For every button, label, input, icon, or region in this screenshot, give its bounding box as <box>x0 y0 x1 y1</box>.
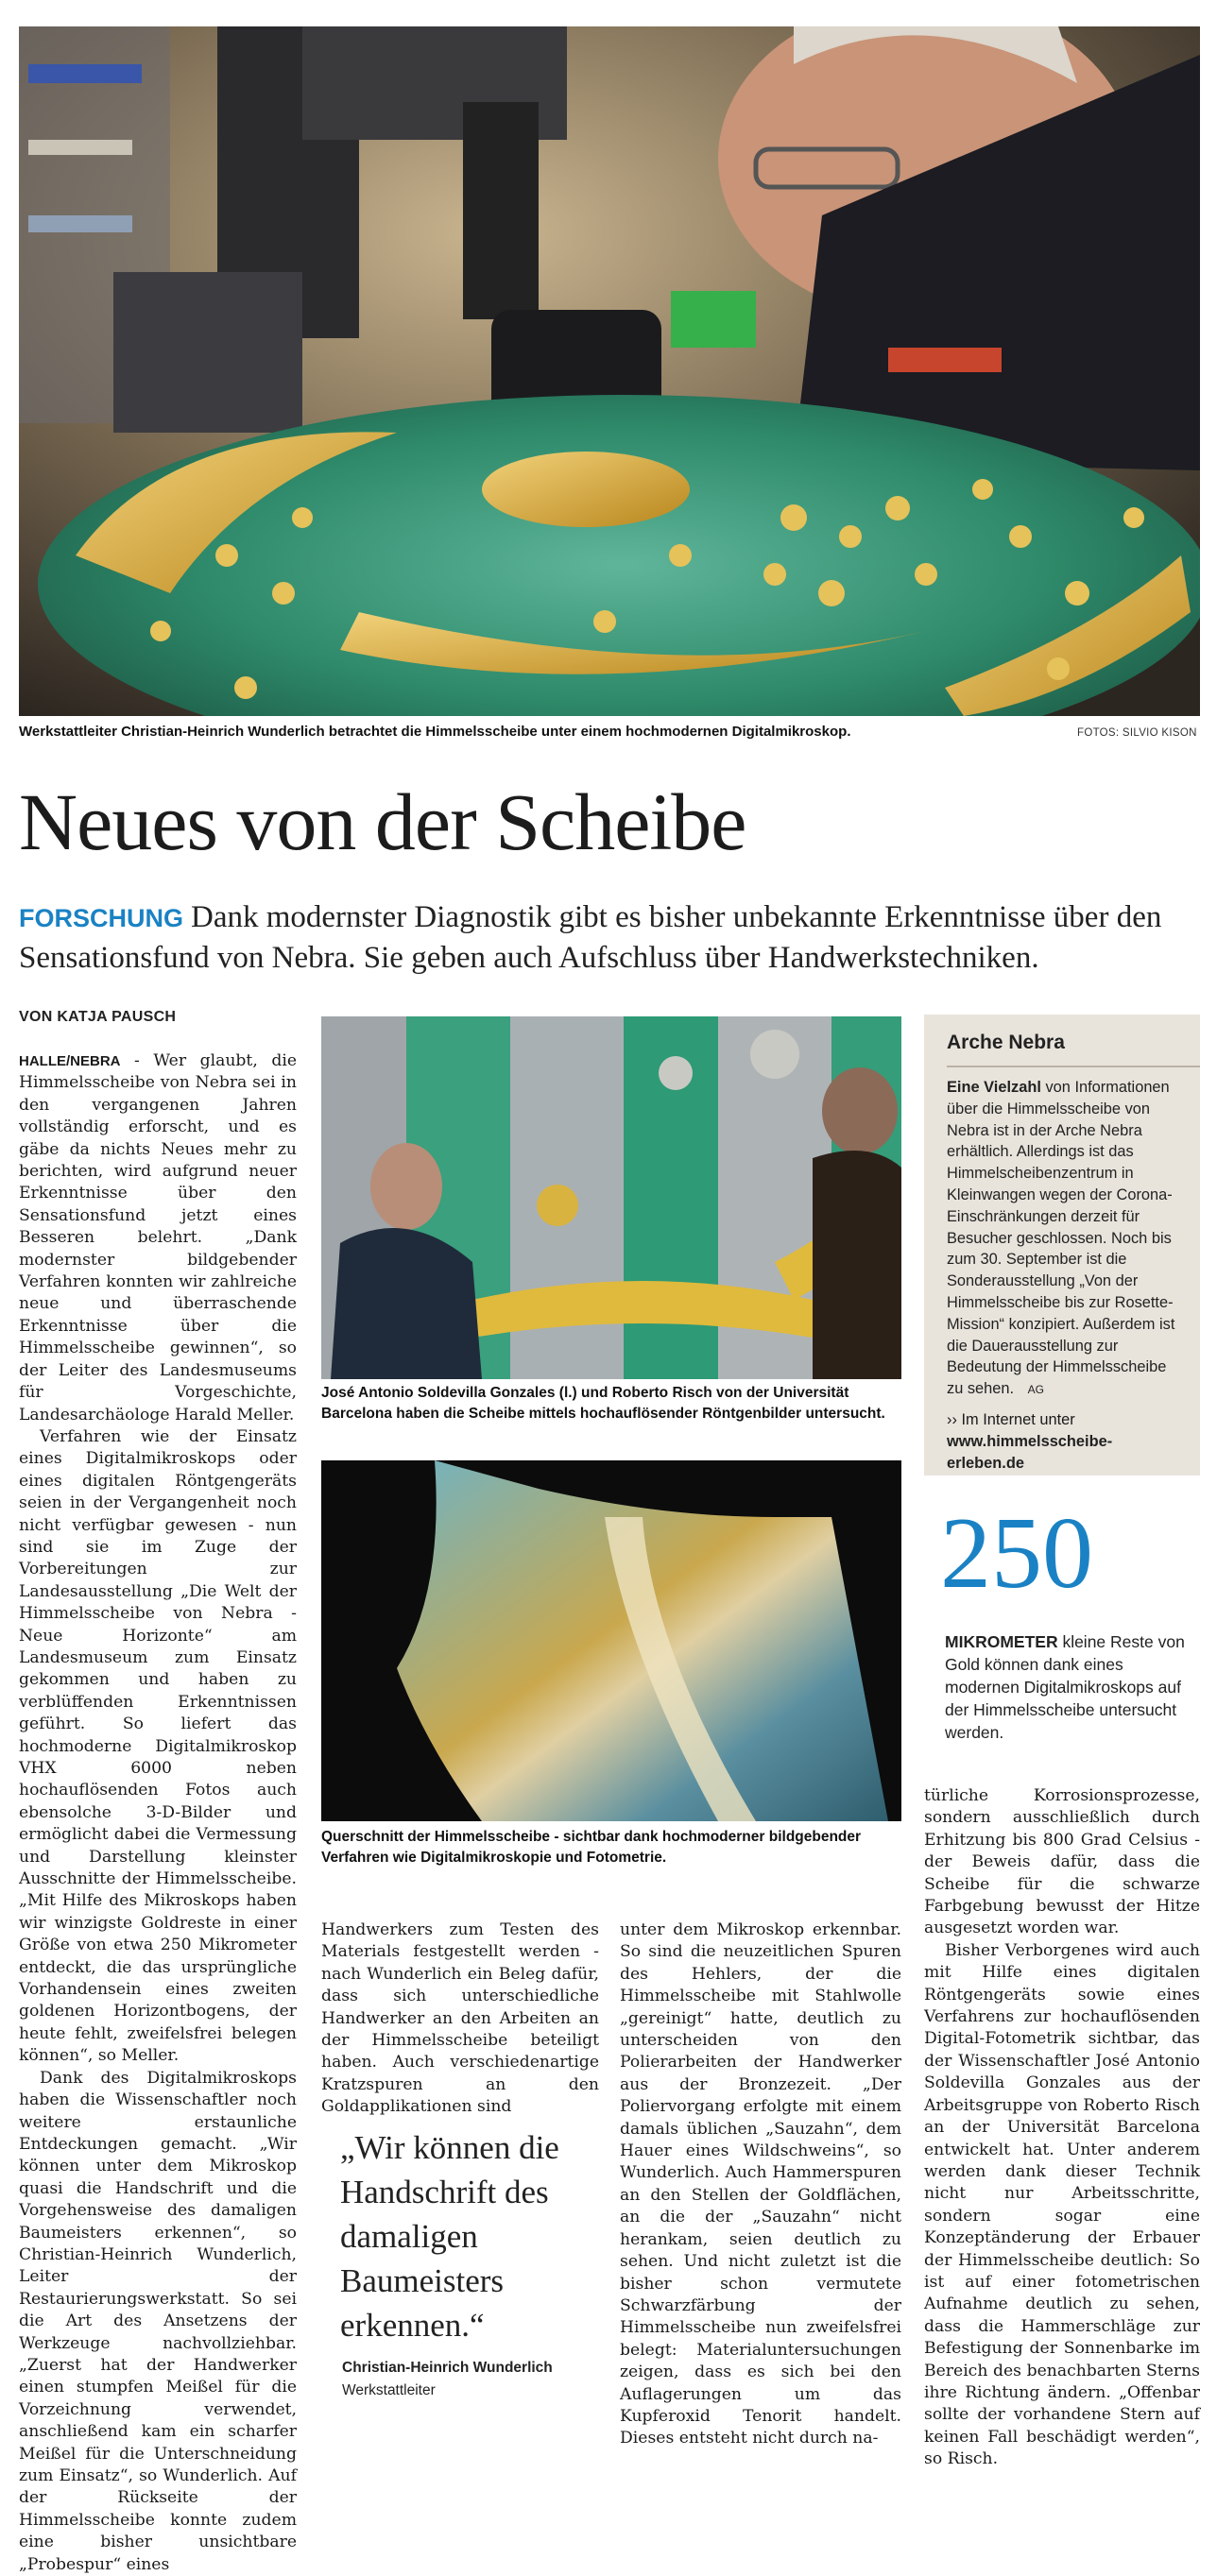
deck-text: Dank modernster Diagnostik gibt es bisher unbekannte Erkenntnisse über den Sensationsfund von Nebra. Sie geben auch Aufschluss über Handwerkstechniken. <box>19 900 1162 975</box>
fact-label: MIKROMETER <box>945 1632 1058 1651</box>
info-box-link-prefix: ›› Im Internet unter <box>947 1411 1075 1428</box>
photo-cross-section-caption: Querschnitt der Himmelsscheibe - sichtbar dank hochmoderner bildgebender Verfahren wie Digitalmikroskopie und Fotometrie. <box>321 1829 862 1866</box>
info-box-initials: AG <box>1027 1383 1044 1397</box>
dateline: HALLE/NEBRA <box>19 1053 121 1069</box>
pull-quote-author: Christian-Heinrich Wunderlich <box>342 2360 553 2376</box>
info-box-link[interactable]: www.himmelsscheibe-erleben.de <box>947 1432 1113 1472</box>
byline: VON KATJA PAUSCH <box>19 1009 177 1025</box>
top-photo-caption: Werkstattleiter Christian-Heinrich Wunderlich betrachtet die Himmelsscheibe unter einem hochmodernen Digitalmikroskop. <box>19 724 851 740</box>
article-column-3 <box>620 1919 901 2450</box>
info-box-title: Arche Nebra <box>947 1032 1065 1053</box>
deck <box>19 897 1200 978</box>
paragraph: HALLE/NEBRA - Wer glaubt, die Himmelsscheibe von Nebra sei in den vergangenen Jahren vollständig erforscht, und es gäbe da nichts Neues mehr zu berichten, wird aufgrund neuer Erkenntnisse über den Sensationsfund jetzt eines Besseren belehrt. „Dank modernster bildgebender Verfahren konnten wir zahlreiche neue und überraschende Erkenntnisse über die Himmelsscheibe gewinnen“, so der Leiter des Landesmuseums für Vorgeschichte, Landesarchäologe Harald Meller. <box>19 1051 297 1424</box>
info-box-arche-nebra <box>924 1015 1200 1476</box>
fact-text: MIKROMETER kleine Reste von Gold können dank eines modernen Digitalmikroskops auf der Himmelsscheibe untersucht werden. <box>945 1632 1185 1742</box>
kicker: FORSCHUNG <box>19 904 183 932</box>
info-box-text: Eine Vielzahl von Informationen über die Himmelsscheibe von Nebra ist in der Arche Nebra erhältlich. Allerdings ist das Himmelscheibenzentrum in Kleinwangen wegen der Corona-Einschränkungen derzeit für Besucher geschlossen. Noch bis zum 30. September ist die Sonderausstellung „Von der Himmelsscheibe bis zur Rosette-Mission“ konzipiert. Außerdem ist die Dauerausstellung zur Bedeutung der Himmelsscheibe zu sehen. AG <box>947 1079 1175 1398</box>
article-column-4 <box>924 1785 1200 2471</box>
headline: Neues von der Scheibe <box>19 776 746 867</box>
paragraph: Handwerkers zum Testen des Materials festgestellt werden - nach Wunderlich ein Beleg dafür, dass sich unterschiedliche Handwerker an den Arbeiten an der Himmelsscheibe beteiligt haben. Auch verschiedenartige Kratzspuren an den Goldapplikationen sind <box>321 1920 599 2117</box>
xray-researchers-image <box>321 1016 901 1379</box>
pull-quote-role: Werkstattleiter <box>342 2382 436 2398</box>
photo-researchers <box>321 1016 901 1379</box>
paragraph: unter dem Mikroskop erkennbar. So sind die neuzeitlichen Spuren des Hehlers, der die Himmelsscheibe mit Stahlwolle „gereinigt“ hatte, deutlich zu unterscheiden von den Polierarbeiten der Handwerker aus der Bronzezeit. „Der Poliervorgang erfolgte mit einem damals üblichen „Sauzahn“, dem Hauer eines Wildschweins“, so Wunderlich. Auch Hammerspuren an den Stellen der Goldflächen, an die der „Sauzahn“ nicht herankam, seien deutlich zu sehen. Und nicht zuletzt ist die bisher schon vermutete Schwarzfärbung der Himmelsscheibe nun zweifelsfrei belegt: Materialuntersuchungen zeigen, dass es sich bei den Auflagerungen um das Kupferoxid Tenorit handelt. Dieses entsteht nicht durch na- <box>620 1920 901 2448</box>
article-column-2 <box>321 1919 599 2119</box>
photo-credit: FOTOS: SILVIO KISON <box>1077 727 1197 739</box>
paragraph: Dank des Digitalmikroskops haben die Wissenschaftler noch weitere erstaunliche Entdeckungen gemacht. „Wir können unter dem Mikroskop quasi die Handschrift und die Vorgehensweise des damaligen Baumeisters erkennen“, so Christian-Heinrich Wunderlich, Leiter der Restaurierungswerkstatt. So sei die Art des Ansetzens der Werkzeuge nachvollziehbar. „Zuerst hat der Handwerker einen stumpfen Meißel für die Vorzeichnung verwendet, anschließend kam ein scharfer Meißel für die Unterschneidung zum Einsatz“, so Wunderlich. Auf der Rückseite der Himmelsscheibe konnte zudem eine bisher unsichtbare „Probespur“ eines <box>19 2068 297 2574</box>
pull-quote: „Wir können die Handschrift des damaligen Baumeisters erkennen.“ <box>340 2129 559 2344</box>
photo-researchers-caption: José Antonio Soldevilla Gonzales (l.) und Roberto Risch von der Universität Barcelona haben die Scheibe mittels hochauflösender Röntgenbilder untersucht. <box>321 1385 885 1422</box>
info-box-link-line <box>947 1409 1183 1474</box>
paragraph: Verfahren wie der Einsatz eines Digitalmikroskops oder eines digitalen Röntgengeräts seien in der Vergangenheit noch nicht verfügbar gewesen - nun sind sie im Zuge der Vorbereitungen zur Landesausstellung „Die Welt der Himmelsscheibe von Nebra - Neue Horizonte“ am Landesmuseum zum Einsatz gekommen und haben zu verblüffenden Erkenntnissen geführt. So liefert das hochmoderne Digitalmikroskop VHX 6000 neben hochauflösenden Fotos auch ebensolche 3-D-Bilder und ermöglicht dabei die Vermessung und Darstellung kleinster Ausschnitte der Himmelsscheibe. „Mit Hilfe des Mikroskops haben wir winzigste Goldreste in einer Größe von etwa 250 Mikrometer entdeckt, die das ursprüngliche Vorhandensein eines zweiten goldenen Horizontbogens, der heute fehlt, zweifelsfrei belegen können“, so Meller. <box>19 1426 297 2066</box>
paragraph: Bisher Verborgenes wird auch mit Hilfe eines digitalen Röntgengeräts sowie eines Verfahrens zur hochauflösenden Digital-Fotometrik sichtbar, das der Wissenschaftler José Antonio Soldevilla Gonzales aus der Arbeitsgruppe von Roberto Risch an der Universität Barcelona entwickelt hat. Unter anderem werden dank dieser Technik nicht nur Arbeitsschritte, sondern sogar eine Konzeptänderung der Erbauer der Himmelsscheibe deutlich: So ist auf einer fotometrischen Aufnahme deutlich zu sehen, dass die Hammerschläge zur Befestigung der Sonnenbarke im Bereich des benachbarten Sterns ihre Richtung ändern. „Offenbar sollte der vorhandene Stern auf keinen Fall beschädigt werden“, so Risch. <box>924 1940 1200 2469</box>
fact-number: 250 <box>940 1497 1093 1610</box>
paragraph: türliche Korrosionsprozesse, sondern ausschließlich durch Erhitzung bis 800 Grad Celsius - der Beweis dafür, dass die Scheibe für die schwarze Farbgebung bewusst der Hitze ausgesetzt worden war. <box>924 1786 1200 1938</box>
info-box-divider <box>947 1066 1200 1067</box>
article-column-1 <box>19 1050 297 2576</box>
cross-section-image <box>321 1460 901 1821</box>
top-photo <box>19 26 1200 716</box>
photo-cross-section <box>321 1460 901 1821</box>
sky-disc-microscope-image <box>19 26 1200 716</box>
